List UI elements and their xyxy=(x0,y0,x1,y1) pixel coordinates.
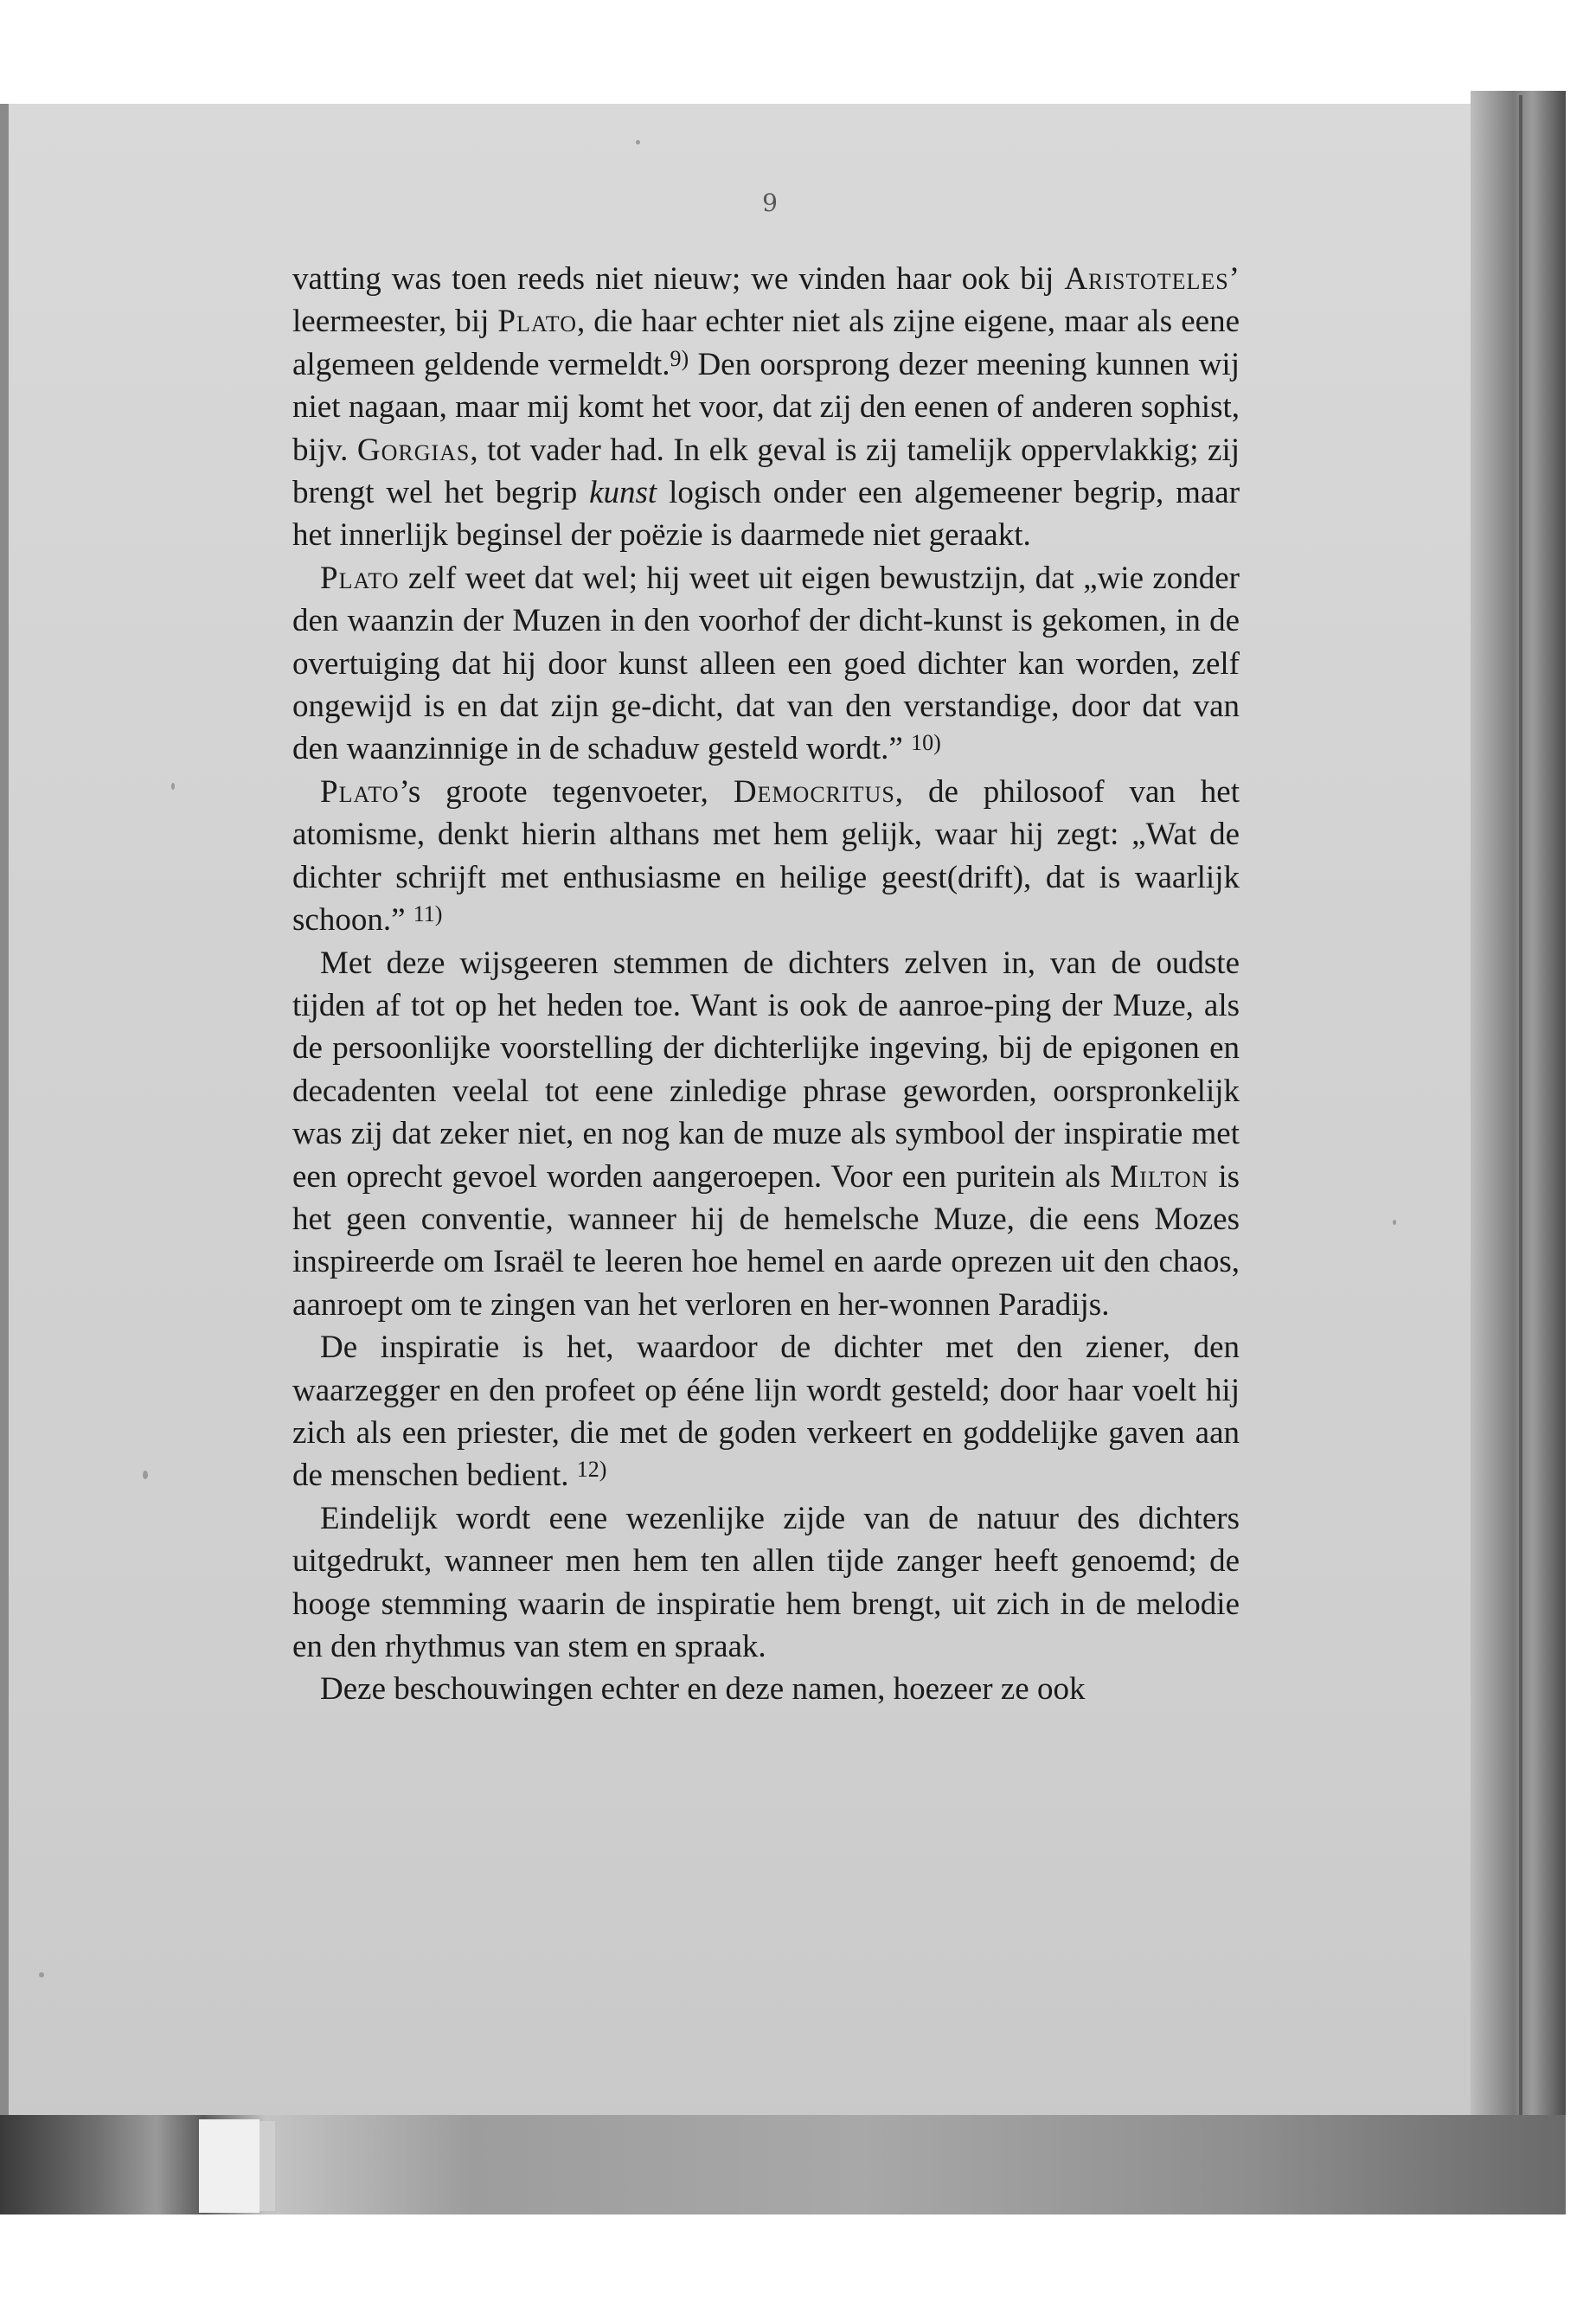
paper-speck xyxy=(1393,1220,1396,1225)
name-plato: Plato xyxy=(497,304,577,340)
text-run: , de philosoof van het atomisme, denkt hierin althans met hem gelijk, waar hij zegt: „Wat de dichter schrijft met enthusiasme en heilige geest(drift), dat is waarlijk schoon.” xyxy=(292,773,1240,939)
name-aristoteles: Aristoteles xyxy=(1064,261,1229,297)
text-run: , tot vader had. In elk geval is zij tamelijk oppervlakkig; zij brengt wel het begrip xyxy=(292,432,1240,511)
text-run: ’s groote tegenvoeter, xyxy=(399,773,708,810)
spine-shadow-line xyxy=(1519,95,1522,2206)
paragraph-6 xyxy=(292,1497,1240,1669)
text-run: , die haar echter niet als zijne eigene, maar als eene algemeen geldende vermeldt. xyxy=(292,304,1240,382)
text-run: ’ leermeester, bij xyxy=(292,261,1240,340)
paragraph-5 xyxy=(292,1326,1240,1497)
name-plato: Plato xyxy=(320,560,400,596)
paragraph-4 xyxy=(292,942,1240,1327)
text-run: Eindelijk wordt eene wezenlijke zijde van de natuur des dichters uitgedrukt, wanneer men hem ten allen tijde zanger heeft genoemd; de hooge stemming waarin de inspiratie hem brengt, uit zich in de melodie en den rhythmus van stem en spraak. xyxy=(292,1500,1240,1664)
footnote-ref: 9) xyxy=(670,345,689,371)
paragraph-3 xyxy=(292,771,1240,942)
text-run: Met deze wijsgeeren stemmen de dichters zelven in, van de oudste tijden af tot op het heden toe. Want is ook de aanroe-ping der Muze, als de persoonlijke voorstelling der dichterlijke ingeving, bij de epigonen en decadenten veelal tot eene zinledige phrase geworden, oorspronkelijk was zij dat zeker niet, en nog kan de muze als symbool der inspiratie met een oprecht gevoel worden aangeroepen. Voor een puritein als xyxy=(292,945,1240,1195)
paper-speck xyxy=(171,783,175,790)
text-run: Den oorsprong dezer meening kunnen wij niet nagaan, maar mij komt het voor, dat zij den eenen of anderen sophist, bijv. xyxy=(292,346,1240,468)
text-run: Deze beschouwingen echter en deze namen, hoezeer ze ook xyxy=(320,1671,1086,1708)
name-milton: Milton xyxy=(1110,1158,1209,1195)
text-run: logisch onder een algemeener begrip, maar het innerlijk beginsel der poëzie is daarmede niet geraakt. xyxy=(292,475,1240,554)
paper-speck xyxy=(143,1471,148,1479)
paragraph-2 xyxy=(292,557,1240,771)
paper-speck xyxy=(636,140,640,144)
name-plato: Plato xyxy=(320,773,400,810)
paper-speck xyxy=(39,1972,44,1977)
sheet-left-edge xyxy=(0,104,9,2206)
italic-term: kunst xyxy=(589,475,657,511)
footnote-ref: 10) xyxy=(911,730,941,756)
text-run: De inspiratie is het, waardoor de dichter met den ziener, den waarzegger en den profeet op ééne lijn wordt gesteld; door haar voelt hij zich als een priester, die met de goden verkeert en goddelijke gaven aan de menschen bedient. xyxy=(292,1330,1240,1494)
footnote-ref: 11) xyxy=(413,901,443,927)
paragraph-1 xyxy=(292,258,1240,557)
name-gorgias: Gorgias xyxy=(356,432,471,468)
body-text xyxy=(292,258,1240,1711)
text-run: zelf weet dat wel; hij weet uit eigen bewustzijn, dat „wie zonder den waanzin der Muzen in den voorhof der dicht-kunst is gekomen, in de overtuiging dat hij door kunst alleen een goed dichter kan worden, zelf ongewijd is en dat zijn ge-dicht, dat van den verstandige, door dat van den waanzinnige in de schaduw gesteld wordt.” xyxy=(292,560,1240,767)
footnote-ref: 12) xyxy=(576,1457,607,1483)
bottom-band-highlight-secondary xyxy=(260,2121,275,2211)
bottom-band-highlight xyxy=(199,2119,260,2213)
text-run: vatting was toen reeds niet nieuw; we vinden haar ook bij xyxy=(292,261,1054,297)
page-number: 9 xyxy=(762,189,778,217)
paragraph-7 xyxy=(292,1668,1240,1710)
book-spine-edge xyxy=(1471,91,1566,2214)
text-run: is het geen conventie, wanneer hij de hemelsche Muze, die eens Mozes inspireerde om Israël te leeren hoe hemel en aarde oprezen uit den chaos, aanroept om te zingen van het verloren en her-wonnen Paradijs. xyxy=(292,1158,1240,1323)
name-democritus: Democritus xyxy=(733,773,895,810)
